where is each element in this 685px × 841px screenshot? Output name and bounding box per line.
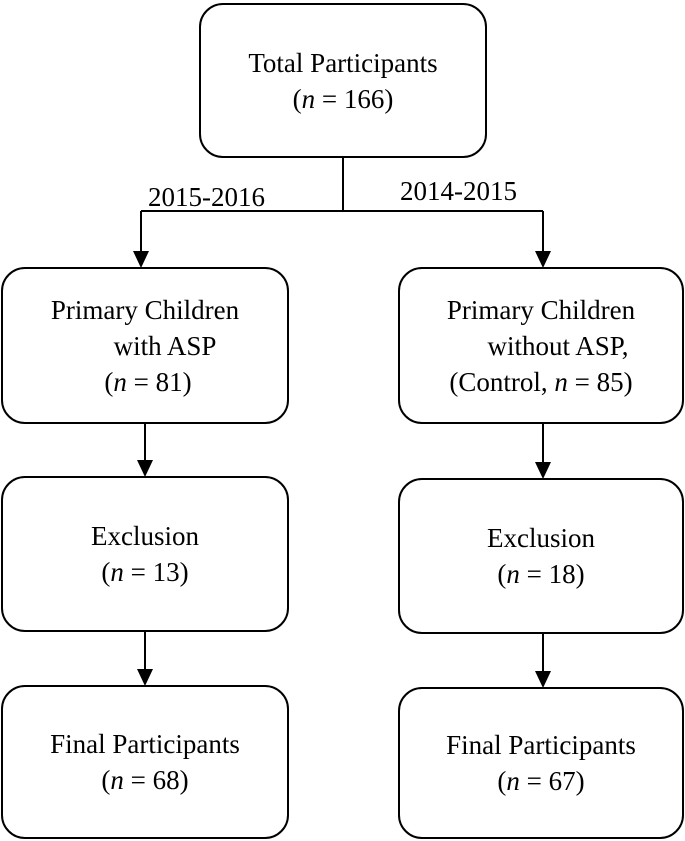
arrow-head-exclusion-control	[535, 462, 551, 479]
control-box	[398, 267, 684, 424]
right-year-label: 2014-2015	[400, 176, 517, 206]
final-control-box	[398, 687, 684, 839]
control-line2: without ASP,	[487, 330, 629, 361]
final-control-count: (n = 67)	[497, 766, 585, 796]
asp-box	[1, 267, 289, 424]
asp-line2: with ASP	[113, 330, 217, 361]
final-asp-title: Final Participants	[50, 729, 240, 759]
exclusion-asp-box	[1, 476, 289, 632]
final-asp-count: (n = 68)	[101, 765, 189, 795]
exclusion-asp-title: Exclusion	[91, 521, 199, 551]
exclusion-asp-count: (n = 13)	[101, 557, 189, 587]
exclusion-control-box	[398, 478, 684, 634]
arrow-head-asp	[133, 251, 149, 268]
control-line1: Primary Children	[446, 294, 636, 325]
arrow-head-exclusion-asp	[137, 460, 153, 477]
exclusion-control-count: (n = 18)	[497, 559, 585, 589]
arrow-head-final-asp	[137, 669, 153, 686]
arrow-head-final-control	[535, 671, 551, 688]
left-year-label: 2015-2016	[148, 182, 265, 212]
asp-line1: Primary Children	[50, 294, 240, 325]
control-count: (Control, n = 85)	[449, 366, 633, 397]
asp-count: (n = 81)	[104, 366, 192, 397]
total-participants-box	[199, 3, 487, 158]
exclusion-control-title: Exclusion	[487, 523, 595, 553]
total-count: (n = 166)	[292, 83, 394, 114]
final-control-title: Final Participants	[446, 730, 636, 760]
total-title: Total Participants	[248, 47, 438, 78]
final-asp-box	[1, 685, 289, 839]
arrow-head-control	[535, 251, 551, 268]
